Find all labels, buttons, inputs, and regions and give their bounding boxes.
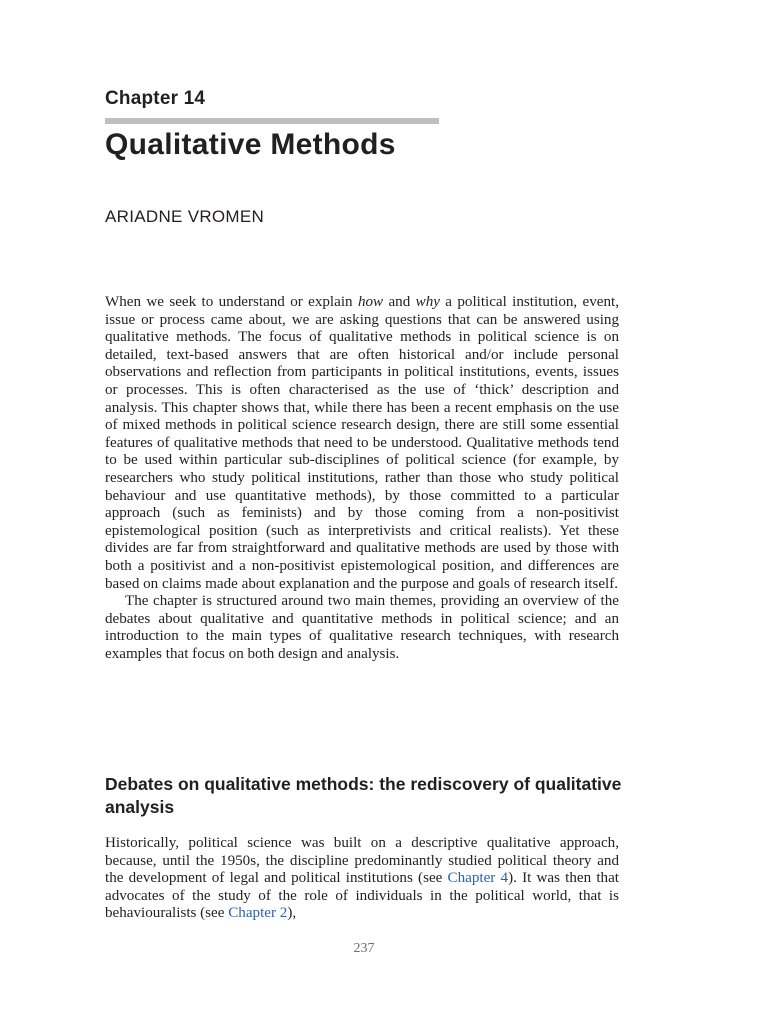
intro-paragraph-2: The chapter is structured around two main themes, providing an overview of the debates about qualitative and quantitative methods in political science; and an introduction to the main types of qualitative research techniques, with research examples that focus on both design and analysis. — [105, 593, 619, 662]
intro-p1-after: a political institution, event, issue or process came about, we are asking questions that can be answered using qualitative methods. The focus of qualitative methods in political science is on detailed, text-based answers that are often historical and/or include personal observations and reflection from participants in political institutions, events, issues or processes. This is often characterised as the use of ‘thick’ description and analysis. This chapter shows that, while there has been a recent emphasis on the use of mixed methods in political science research design, there are still some essential features of qualitative methods that need to be understood. Qualitative methods tend to be used within particular sub-disciplines of political science (for example, by researchers who study political institutions, rather than those who study political behaviour and use quantitative methods), by those committed to a particular approach (such as feminists) and by those coming from a non-positivist epistemological position (such as interpretivists and critical realists). Yet these divides are far from straightforward and qualitative methods are used by those with both a positivist and a non-positivist epistemological position, and differences are based on claims made about explanation and the purpose and goals of research itself. — [105, 294, 619, 592]
chapter-4-link[interactable]: Chapter 4 — [447, 870, 509, 887]
section-p1-part1: Historically, political science was built on a descriptive qualitative approach, because, until the 1950s, the discipline predominantly studied political theory and the development of legal and political institutions (see — [105, 835, 619, 887]
chapter-label: Chapter 14 — [105, 88, 206, 109]
author-name: ARIADNE VROMEN — [105, 207, 265, 226]
intro-text — [105, 294, 619, 663]
section-heading: Debates on qualitative methods: the rediscovery of qualitative analysis — [105, 774, 622, 817]
chapter-rule — [105, 118, 439, 124]
intro-p1-and: and — [383, 294, 416, 310]
section-p1-part3: ), — [287, 905, 297, 922]
chapter-2-link[interactable]: Chapter 2 — [228, 905, 288, 922]
emphasis-how: how — [357, 294, 384, 310]
section-p1-part2: ). It was then that advocates of the study of the role of individuals in the political world, that is behaviouralists (see — [105, 870, 619, 922]
section-paragraph-1 — [105, 835, 619, 923]
section-text — [105, 835, 619, 923]
page-number: 237 — [353, 941, 375, 956]
chapter-title: Qualitative Methods — [105, 128, 396, 161]
emphasis-why: why — [415, 294, 440, 310]
intro-paragraph-1 — [105, 294, 619, 593]
intro-p1-before: When we seek to understand or explain — [105, 294, 358, 310]
